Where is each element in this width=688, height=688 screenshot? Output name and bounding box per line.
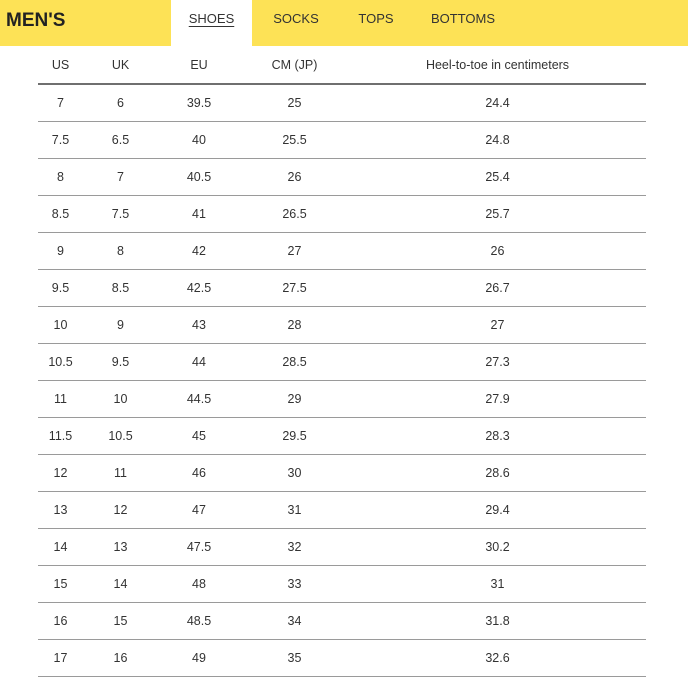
cell-eu: 40.5 xyxy=(158,159,240,196)
cell-eu: 45 xyxy=(158,418,240,455)
cell-cm-jp: 25.5 xyxy=(240,122,349,159)
cell-heel-to-toe: 29.4 xyxy=(349,492,646,529)
cell-us: 17 xyxy=(38,640,83,677)
cell-cm-jp: 25 xyxy=(240,84,349,122)
column-header-eu: EU xyxy=(158,46,240,84)
section-title: MEN'S xyxy=(6,10,66,31)
cell-uk: 15 xyxy=(83,603,158,640)
tab-socks-label: SOCKS xyxy=(273,11,319,26)
cell-heel-to-toe: 24.8 xyxy=(349,122,646,159)
cell-uk: 12 xyxy=(83,492,158,529)
cell-heel-to-toe: 27 xyxy=(349,307,646,344)
cell-us: 11 xyxy=(38,381,83,418)
table-row xyxy=(38,233,646,270)
cell-heel-to-toe: 25.7 xyxy=(349,196,646,233)
cell-uk: 10 xyxy=(83,381,158,418)
table-row xyxy=(38,196,646,233)
tab-shoes[interactable] xyxy=(171,0,252,46)
cell-us: 12 xyxy=(38,455,83,492)
table-row xyxy=(38,307,646,344)
cell-cm-jp: 26 xyxy=(240,159,349,196)
cell-heel-to-toe: 32.6 xyxy=(349,640,646,677)
table-row xyxy=(38,455,646,492)
table-row xyxy=(38,640,646,677)
cell-heel-to-toe: 27.9 xyxy=(349,381,646,418)
cell-us: 9.5 xyxy=(38,270,83,307)
cell-uk: 6.5 xyxy=(83,122,158,159)
cell-eu: 47 xyxy=(158,492,240,529)
cell-heel-to-toe: 31 xyxy=(349,566,646,603)
cell-us: 9 xyxy=(38,233,83,270)
cell-cm-jp: 33 xyxy=(240,566,349,603)
size-category-tabs xyxy=(171,0,514,46)
tab-bottoms-label: BOTTOMS xyxy=(430,11,496,26)
cell-uk: 16 xyxy=(83,640,158,677)
cell-eu: 41 xyxy=(158,196,240,233)
table-row xyxy=(38,84,646,122)
cell-uk: 7.5 xyxy=(83,196,158,233)
cell-us: 14 xyxy=(38,529,83,566)
table-row xyxy=(38,344,646,381)
cell-heel-to-toe: 26.7 xyxy=(349,270,646,307)
cell-uk: 9.5 xyxy=(83,344,158,381)
cell-uk: 9 xyxy=(83,307,158,344)
cell-us: 8.5 xyxy=(38,196,83,233)
tab-tops-label: TOPS xyxy=(358,11,394,26)
column-header-cm-jp: CM (JP) xyxy=(240,46,349,84)
cell-cm-jp: 27.5 xyxy=(240,270,349,307)
cell-cm-jp: 26.5 xyxy=(240,196,349,233)
cell-heel-to-toe: 24.4 xyxy=(349,84,646,122)
cell-uk: 11 xyxy=(83,455,158,492)
cell-us: 10 xyxy=(38,307,83,344)
cell-uk: 8 xyxy=(83,233,158,270)
size-table xyxy=(38,46,646,677)
cell-uk: 6 xyxy=(83,84,158,122)
column-header-uk: UK xyxy=(83,46,158,84)
tab-socks[interactable] xyxy=(252,0,340,46)
cell-heel-to-toe: 30.2 xyxy=(349,529,646,566)
tab-shoes-label: SHOES xyxy=(188,11,235,26)
cell-uk: 8.5 xyxy=(83,270,158,307)
table-header-row xyxy=(38,46,646,84)
cell-heel-to-toe: 28.3 xyxy=(349,418,646,455)
cell-eu: 39.5 xyxy=(158,84,240,122)
cell-us: 7 xyxy=(38,84,83,122)
cell-eu: 44.5 xyxy=(158,381,240,418)
cell-us: 15 xyxy=(38,566,83,603)
cell-cm-jp: 30 xyxy=(240,455,349,492)
cell-cm-jp: 28 xyxy=(240,307,349,344)
cell-eu: 46 xyxy=(158,455,240,492)
header-bar xyxy=(0,0,688,46)
cell-eu: 43 xyxy=(158,307,240,344)
table-row xyxy=(38,492,646,529)
cell-uk: 10.5 xyxy=(83,418,158,455)
cell-us: 11.5 xyxy=(38,418,83,455)
cell-cm-jp: 32 xyxy=(240,529,349,566)
cell-cm-jp: 27 xyxy=(240,233,349,270)
table-row xyxy=(38,122,646,159)
column-header-us: US xyxy=(38,46,83,84)
table-row xyxy=(38,529,646,566)
cell-cm-jp: 28.5 xyxy=(240,344,349,381)
cell-us: 8 xyxy=(38,159,83,196)
table-row xyxy=(38,603,646,640)
table-row xyxy=(38,270,646,307)
cell-uk: 14 xyxy=(83,566,158,603)
cell-cm-jp: 29.5 xyxy=(240,418,349,455)
cell-us: 10.5 xyxy=(38,344,83,381)
cell-heel-to-toe: 26 xyxy=(349,233,646,270)
cell-heel-to-toe: 31.8 xyxy=(349,603,646,640)
cell-cm-jp: 35 xyxy=(240,640,349,677)
cell-eu: 48.5 xyxy=(158,603,240,640)
cell-uk: 7 xyxy=(83,159,158,196)
table-row xyxy=(38,418,646,455)
cell-cm-jp: 34 xyxy=(240,603,349,640)
size-table-body xyxy=(38,84,646,677)
cell-eu: 47.5 xyxy=(158,529,240,566)
column-header-heel-to-toe: Heel-to-toe in centimeters xyxy=(349,46,646,84)
size-chart xyxy=(38,46,646,677)
cell-eu: 40 xyxy=(158,122,240,159)
cell-cm-jp: 29 xyxy=(240,381,349,418)
cell-uk: 13 xyxy=(83,529,158,566)
cell-eu: 42 xyxy=(158,233,240,270)
cell-heel-to-toe: 27.3 xyxy=(349,344,646,381)
table-row xyxy=(38,381,646,418)
cell-us: 16 xyxy=(38,603,83,640)
cell-eu: 48 xyxy=(158,566,240,603)
table-row xyxy=(38,159,646,196)
cell-us: 7.5 xyxy=(38,122,83,159)
cell-heel-to-toe: 25.4 xyxy=(349,159,646,196)
cell-eu: 42.5 xyxy=(158,270,240,307)
cell-heel-to-toe: 28.6 xyxy=(349,455,646,492)
cell-us: 13 xyxy=(38,492,83,529)
tab-bottoms[interactable] xyxy=(412,0,514,46)
tab-tops[interactable] xyxy=(340,0,412,46)
cell-eu: 44 xyxy=(158,344,240,381)
cell-eu: 49 xyxy=(158,640,240,677)
cell-cm-jp: 31 xyxy=(240,492,349,529)
table-row xyxy=(38,566,646,603)
